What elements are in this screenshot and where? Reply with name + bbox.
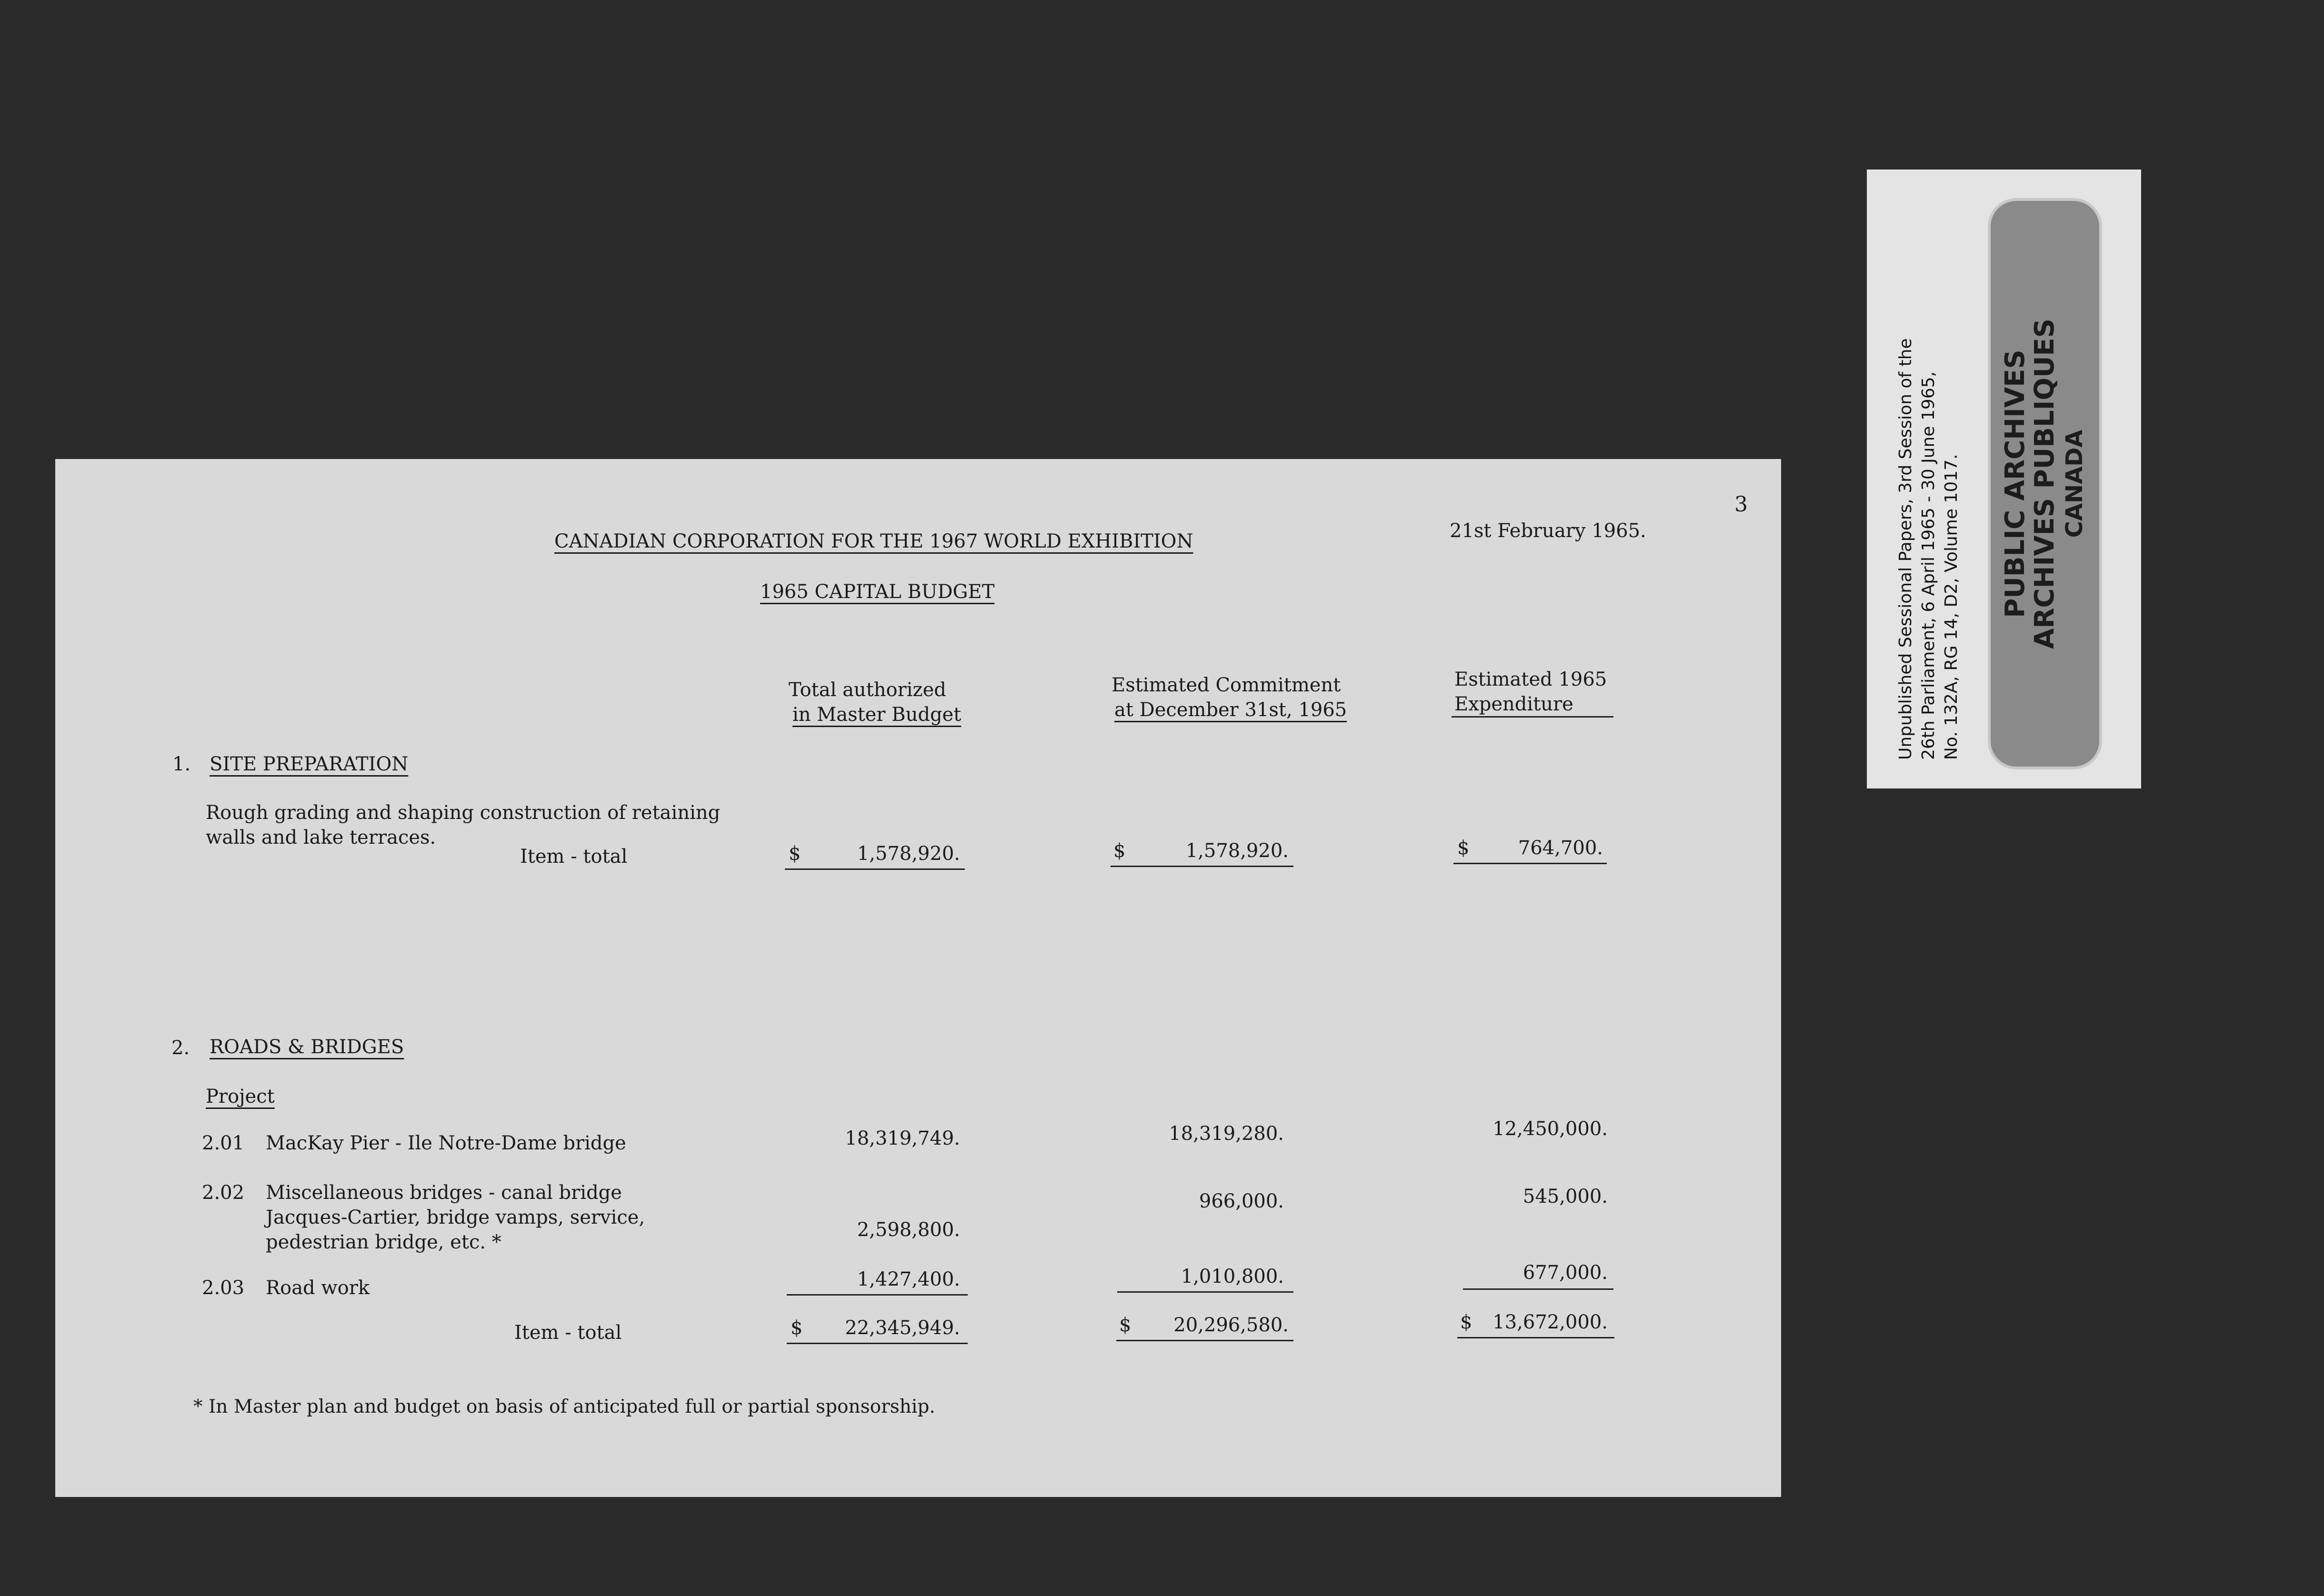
col-header-authorized-1: Total authorized (789, 679, 946, 701)
section-2-commitment-currency: $ (1119, 1314, 1132, 1336)
item-2-01-commitment: 18,319,280. (1169, 1123, 1284, 1145)
col-header-commitment-1: Estimated Commitment (1112, 674, 1341, 696)
section-2-expenditure-total: 13,672,000. (1493, 1311, 1608, 1333)
section-1-authorized-total: 1,578,920. (857, 843, 960, 865)
section-2-commitment-rule (1116, 1340, 1293, 1341)
section-2-number: 2. (171, 1037, 190, 1059)
section-1-number: 1. (172, 753, 191, 775)
col-header-expenditure-1: Estimated 1965 (1454, 668, 1607, 690)
section-2-authorized-currency: $ (791, 1317, 803, 1339)
footnote: * In Master plan and budget on basis of anticipated full or partial sponsorship. (193, 1396, 935, 1417)
organization-title: CANADIAN CORPORATION FOR THE 1967 WORLD EXHIBITION (554, 530, 1193, 552)
section-2-expenditure-currency: $ (1460, 1311, 1473, 1333)
archive-citation-line-2: 26th Parliament, 6 April 1965 - 30 June 1965, (1919, 371, 1938, 760)
section-1-expenditure-total: 764,700. (1518, 837, 1603, 859)
document-date: 21st February 1965. (1450, 520, 1646, 542)
item-2-03-expenditure-rule (1463, 1288, 1613, 1290)
section-1-expenditure-currency: $ (1457, 837, 1470, 859)
section-1-description-1: Rough grading and shaping construction of retaining (206, 802, 721, 824)
archive-citation (1894, 338, 1963, 760)
item-2-02-expenditure: 545,000. (1523, 1186, 1608, 1207)
section-1-commitment-currency: $ (1113, 840, 1126, 862)
section-2-authorized-rule (787, 1343, 968, 1344)
item-2-01-authorized: 18,319,749. (845, 1127, 960, 1149)
item-2-03-authorized-rule (787, 1294, 968, 1296)
section-2-total-label: Item - total (514, 1322, 622, 1344)
item-2-02-code: 2.02 (202, 1182, 245, 1204)
budget-title: 1965 CAPITAL BUDGET (760, 581, 995, 603)
item-2-03-expenditure: 677,000. (1523, 1262, 1608, 1284)
item-2-02-description-1: Miscellaneous bridges - canal bridge (266, 1182, 622, 1204)
stamp-line-2: ARCHIVES PUBLIQUES (2029, 318, 2060, 649)
section-1-commitment-total: 1,578,920. (1185, 840, 1289, 862)
item-2-01-code: 2.01 (202, 1132, 245, 1154)
item-2-03-commitment-rule (1117, 1291, 1293, 1293)
col-header-commitment-2: at December 31st, 1965 (1114, 699, 1347, 721)
col-header-authorized-2: in Master Budget (792, 704, 962, 726)
section-2-heading: ROADS & BRIDGES (210, 1036, 404, 1058)
col-header-expenditure-2: Expenditure (1454, 693, 1573, 715)
item-2-03-code: 2.03 (202, 1277, 245, 1299)
section-1-authorized-currency: $ (789, 843, 801, 865)
stamp-line-3: CANADA (2061, 429, 2088, 538)
section-1-heading: SITE PREPARATION (210, 753, 409, 775)
section-2-authorized-total: 22,345,949. (845, 1317, 960, 1339)
item-2-01-description: MacKay Pier - Ile Notre-Dame bridge (266, 1132, 626, 1154)
item-2-02-description-2: Jacques-Cartier, bridge vamps, service, (266, 1207, 645, 1228)
archive-label (1867, 170, 2141, 788)
section-2-expenditure-rule (1457, 1337, 1614, 1338)
item-2-02-commitment: 966,000. (1199, 1190, 1284, 1212)
section-1-authorized-rule (785, 868, 965, 870)
item-2-03-authorized: 1,427,400. (857, 1268, 960, 1290)
page-number: 3 (1734, 492, 1748, 517)
stamp-line-1: PUBLIC ARCHIVES (2000, 349, 2031, 618)
archive-citation-line-3: No. 132A, RG 14, D2, Volume 1017. (1942, 454, 1961, 760)
archive-stamp (1988, 198, 2102, 769)
section-2-commitment-total: 20,296,580. (1173, 1314, 1289, 1336)
section-1-description-2: walls and lake terraces. (206, 827, 436, 848)
item-2-03-commitment: 1,010,800. (1181, 1266, 1284, 1287)
item-2-01-expenditure: 12,450,000. (1493, 1118, 1608, 1140)
col-header-expenditure-rule (1452, 716, 1613, 718)
item-2-03-description: Road work (266, 1277, 370, 1299)
section-1-commitment-rule (1111, 866, 1293, 867)
item-2-02-description-3: pedestrian bridge, etc. * (266, 1231, 501, 1253)
section-2-subheading: Project (206, 1086, 275, 1107)
document-page (55, 459, 1781, 1497)
archive-citation-line-1: Unpublished Sessional Papers, 3rd Session of the (1896, 338, 1915, 760)
section-1-total-label: Item - total (520, 846, 628, 868)
item-2-02-authorized: 2,598,800. (857, 1219, 960, 1241)
section-1-expenditure-rule (1453, 863, 1607, 864)
